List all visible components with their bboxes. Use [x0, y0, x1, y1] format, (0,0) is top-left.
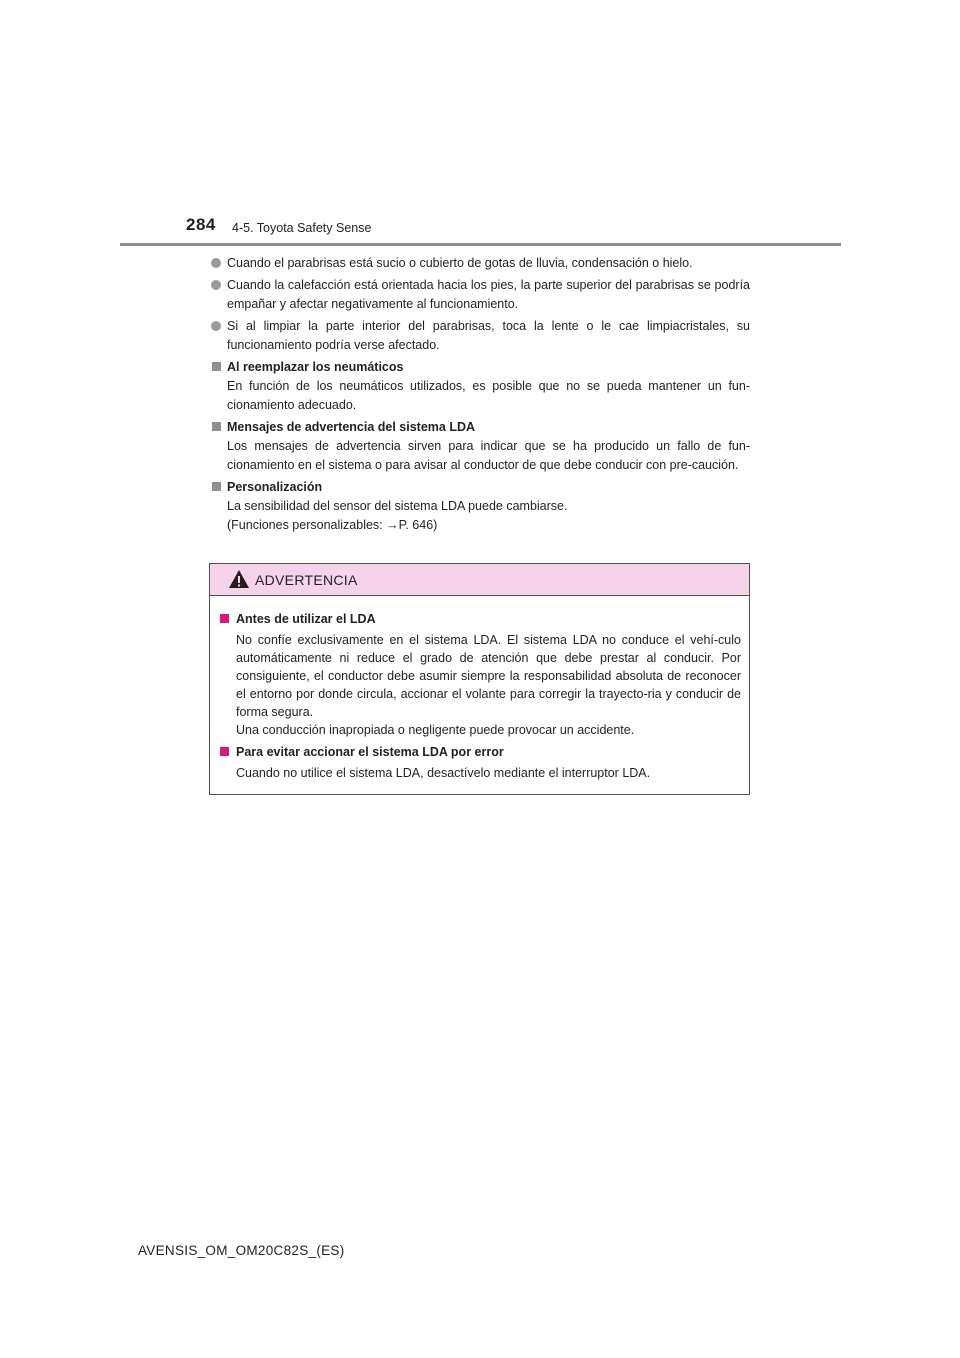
warning-item-text: Una conducción inapropiada o negligente puede provocar un accidente. [236, 723, 635, 737]
section-customization [210, 478, 750, 535]
page-number: 284 [186, 215, 216, 234]
section-heading [210, 478, 750, 497]
warning-box [209, 563, 750, 795]
square-bullet-icon [212, 482, 221, 491]
warning-item-heading [218, 610, 741, 628]
section-body: En función de los neumáticos utilizados, es posible que no se pueda mantener un fun-cionamiento adecuado. [227, 379, 750, 412]
warning-item-text: No confíe exclusivamente en el sistema LDA. El sistema LDA no conduce el vehí-culo automáticamente ni reduce el grado de atención que debe prestar al conducir. Por consiguiente, el conductor debe asumir siempre la responsabilidad absoluta de reconocer el entorno por donde circula, accionar el volante para corregir la trayecto-ria y conducir de forma segura. [236, 633, 741, 719]
section-heading [210, 418, 750, 437]
bullet-item [210, 254, 750, 273]
section-title: 4-5. Toyota Safety Sense [232, 221, 372, 235]
main-content [210, 254, 750, 537]
section-body-line: La sensibilidad del sensor del sistema LDA puede cambiarse. [227, 499, 568, 513]
pink-square-bullet-icon [220, 614, 229, 623]
warning-item-heading-text: Para evitar accionar el sistema LDA por error [236, 745, 504, 759]
bullet-item [210, 317, 750, 355]
bullet-item [210, 276, 750, 314]
warning-item-text: Cuando no utilice el sistema LDA, desactívelo mediante el interruptor LDA. [236, 766, 651, 780]
document-code: AVENSIS_OM_OM20C82S_(ES) [138, 1243, 345, 1258]
bullet-text: Si al limpiar la parte interior del parabrisas, toca la lente o le cae limpiacristales, su funcionamiento podría verse afectado. [227, 319, 750, 352]
warning-triangle-icon [228, 569, 250, 589]
bullet-text: Cuando el parabrisas está sucio o cubierto de gotas de lluvia, condensación o hielo. [227, 256, 693, 270]
warning-body [210, 596, 749, 782]
square-bullet-icon [212, 422, 221, 431]
pink-square-bullet-icon [220, 747, 229, 756]
bullet-dot-icon [211, 321, 221, 331]
header-divider [120, 243, 841, 246]
section-heading [210, 358, 750, 377]
warning-item [218, 610, 741, 739]
section-heading-text: Mensajes de advertencia del sistema LDA [227, 420, 476, 434]
warning-item-heading [218, 743, 741, 761]
warning-item [218, 743, 741, 782]
section-heading-text: Al reemplazar los neumáticos [227, 360, 404, 374]
bullet-dot-icon [211, 258, 221, 268]
section-body: Los mensajes de advertencia sirven para indicar que se ha producido un fallo de fun-cionamiento en el sistema o para avisar al conductor de que debe conducir con pre-caución. [227, 439, 750, 472]
warning-title: ADVERTENCIA [255, 572, 358, 588]
section-warning-messages [210, 418, 750, 475]
warning-item-heading-text: Antes de utilizar el LDA [236, 612, 376, 626]
section-tires [210, 358, 750, 415]
bullet-text: Cuando la calefacción está orientada hacia los pies, la parte superior del parabrisas se podría empañar y afectar negativamente al funcionamiento. [227, 278, 750, 311]
section-heading-text: Personalización [227, 480, 323, 494]
section-body-line: (Funciones personalizables: →P. 646) [227, 518, 438, 532]
warning-header [210, 564, 749, 596]
square-bullet-icon [212, 362, 221, 371]
bullet-dot-icon [211, 280, 221, 290]
